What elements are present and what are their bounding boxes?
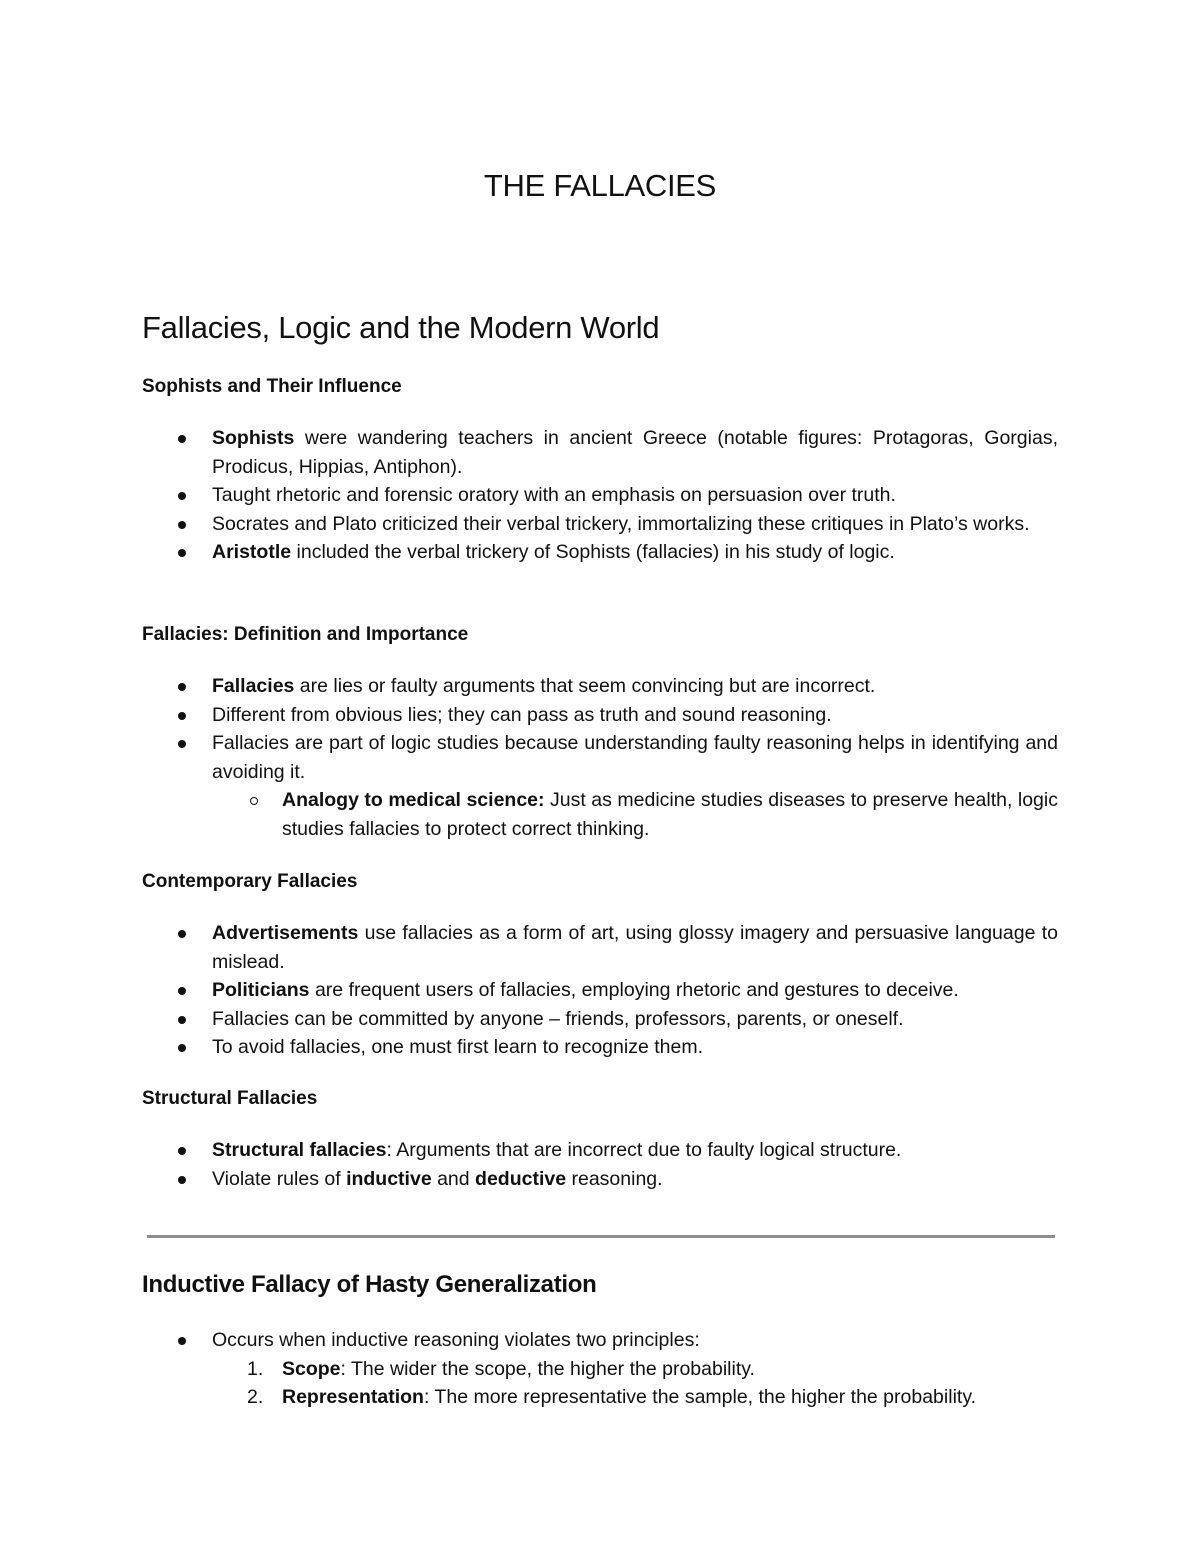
bullet-icon: [178, 1176, 186, 1184]
item-text: Fallacies can be committed by anyone – friends, professors, parents, or oneself.: [212, 1007, 904, 1030]
bold-term: Politicians: [212, 979, 310, 1001]
subheading-structural: Structural Fallacies: [142, 1088, 318, 1109]
bold-term: inductive: [346, 1167, 432, 1190]
list-item: [142, 1136, 1058, 1165]
item-text: were wandering teachers in ancient Greece (notable figures: Protagoras, Gorgias, Prodicus, Hippias, Antiphon).: [212, 427, 1058, 478]
bold-term: Fallacies: [212, 675, 295, 697]
item-text: are lies or faulty arguments that seem convincing but are incorrect.: [294, 675, 876, 697]
bold-term: deductive: [475, 1167, 567, 1190]
item-text: : Arguments that are incorrect due to faulty logical structure.: [386, 1139, 902, 1161]
subheading-sophists: Sophists and Their Influence: [142, 376, 402, 397]
bullet-icon: [178, 987, 186, 995]
list-item: [142, 919, 1058, 976]
item-text: use fallacies as a form of art, using glossy imagery and persuasive language to mislead.: [212, 922, 1058, 973]
item-text: Taught rhetoric and forensic oratory with an emphasis on persuasion over truth.: [212, 484, 896, 506]
bullet-icon: [178, 521, 186, 529]
list-item: [142, 538, 1058, 567]
list-item: [142, 510, 1058, 539]
subheading-contemporary: Contemporary Fallacies: [142, 871, 358, 892]
item-number: 1.: [247, 1357, 264, 1380]
contemporary-list: [142, 919, 1058, 1062]
bullet-icon: [178, 435, 186, 443]
bold-term: Advertisements: [212, 922, 359, 944]
document-title: THE FALLACIES: [483, 168, 717, 203]
bold-term: Sophists: [212, 427, 295, 449]
bold-term: Structural fallacies: [212, 1139, 387, 1161]
item-text: : The more representative the sample, the higher the probability.: [423, 1386, 977, 1408]
item-text: Fallacies are part of logic studies because understanding faulty reasoning helps in identifying and avoiding it.: [212, 732, 1058, 783]
list-item: [142, 1165, 1058, 1194]
horizontal-divider: [147, 1235, 1055, 1238]
subheading-definition: Fallacies: Definition and Importance: [142, 624, 469, 645]
structural-list: [142, 1136, 1058, 1193]
bullet-icon: [178, 1337, 186, 1345]
item-text: To avoid fallacies, one must first learn to recognize them.: [212, 1036, 703, 1058]
bullet-icon: [178, 930, 186, 938]
hollow-bullet-icon: [250, 797, 258, 805]
bullet-icon: [178, 1016, 186, 1024]
item-number: 2.: [247, 1386, 264, 1408]
list-item: [142, 672, 1058, 701]
list-item: [142, 1005, 1058, 1034]
bold-term: Analogy to medical science:: [282, 789, 545, 811]
list-item: [142, 1033, 1058, 1062]
item-text: are frequent users of fallacies, employing rhetoric and gestures to deceive.: [309, 979, 959, 1001]
item-text: Just as medicine studies diseases to preserve health, logic studies fallacies to protect correct thinking.: [282, 789, 1058, 840]
list-item: [142, 1326, 1058, 1355]
bullet-icon: [178, 549, 186, 557]
bullet-icon: [178, 1147, 186, 1155]
list-item: [142, 701, 1058, 730]
bullet-icon: [178, 712, 186, 720]
sophists-list: [142, 424, 1058, 567]
bullet-icon: [178, 1044, 186, 1052]
list-item: [142, 481, 1058, 510]
bold-term: Representation: [282, 1386, 424, 1408]
item-text: Socrates and Plato criticized their verbal trickery, immortalizing these critiques in Plato’s works.: [212, 512, 1030, 535]
bullet-icon: [178, 740, 186, 748]
section-heading-fallacies-logic: Fallacies, Logic and the Modern World: [142, 310, 660, 345]
item-text: included the verbal trickery of Sophists (fallacies) in his study of logic.: [291, 541, 895, 563]
bold-term: Aristotle: [212, 541, 292, 563]
item-text: and: [431, 1167, 476, 1190]
definition-list: [142, 672, 1058, 843]
bold-term: Scope: [282, 1357, 341, 1380]
bullet-icon: [178, 683, 186, 691]
numbered-item: [142, 1383, 1058, 1412]
list-item: [142, 424, 1058, 481]
list-item: [142, 976, 1058, 1005]
item-text: Different from obvious lies; they can pass as truth and sound reasoning.: [212, 703, 832, 726]
item-text: reasoning.: [566, 1167, 663, 1190]
item-text: : The wider the scope, the higher the probability.: [340, 1357, 755, 1380]
item-text: Occurs when inductive reasoning violates two principles:: [212, 1329, 700, 1351]
item-text: Violate rules of: [212, 1167, 347, 1190]
section-heading-hasty-generalization: Inductive Fallacy of Hasty Generalization: [142, 1271, 597, 1298]
numbered-item: [142, 1355, 1058, 1384]
list-item: [142, 729, 1058, 786]
hasty-generalization-list: [142, 1326, 1058, 1412]
sub-list-item: [142, 786, 1058, 843]
bullet-icon: [178, 492, 186, 500]
